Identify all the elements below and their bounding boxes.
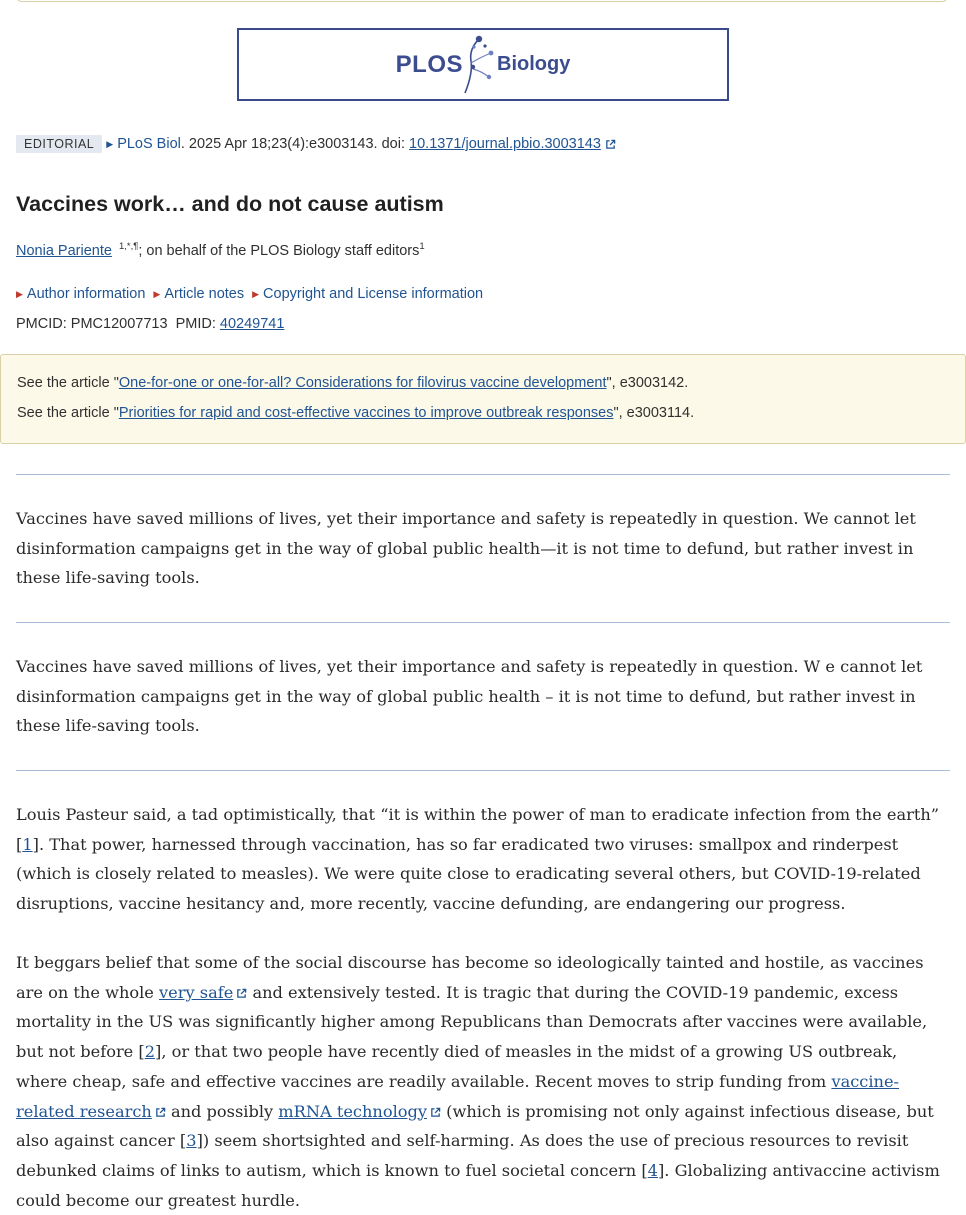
triangle-right-icon: ▶	[106, 138, 114, 149]
author-group: ; on behalf of the PLOS Biology staff editors	[138, 242, 420, 259]
article-notes-toggle[interactable]: ▶ Article notes	[153, 286, 245, 302]
related-article-2: See the article "Priorities for rapid and cost-effective vaccines to improve outbreak responses", e3003114.	[17, 405, 695, 421]
section-divider	[16, 474, 950, 475]
mrna-technology-link[interactable]: mRNA technology	[278, 1101, 428, 1121]
abstract-paragraph-alt: Vaccines have saved millions of lives, yet their importance and safety is repeatedly in question. W e cannot let disinformation campaigns get in the way of global public health – it is not time to defund, but rather invest in these life-saving tools.	[16, 657, 923, 736]
triangle-right-icon: ▶	[153, 288, 161, 299]
triangle-right-icon: ▶	[16, 288, 23, 299]
reference-link-4[interactable]: 4	[647, 1160, 658, 1180]
plos-star-icon	[461, 33, 495, 97]
reference-link-2[interactable]: 2	[144, 1042, 156, 1062]
editorial-badge: EDITORIAL	[16, 135, 102, 153]
reference-link-3[interactable]: 3	[186, 1131, 197, 1151]
journal-link[interactable]: PLoS Biol	[117, 136, 181, 152]
pmid-label: PMID:	[175, 316, 220, 332]
section-divider	[16, 770, 950, 771]
related-articles-notice	[0, 354, 966, 444]
triangle-right-icon: ▶	[252, 288, 260, 299]
journal-banner[interactable]	[237, 28, 729, 101]
reference-link-1[interactable]: 1	[22, 834, 33, 854]
citation-details: . 2025 Apr 18;23(4):e3003143. doi:	[180, 136, 410, 152]
abstract-paragraph: Vaccines have saved millions of lives, yet their importance and safety is repeatedly in question. We cannot let disinformation campaigns get in the way of global public health—it is not time to defund, but rather invest in these life-saving tools.	[16, 509, 916, 588]
doi-link[interactable]: 10.1371/journal.pbio.3003143	[409, 136, 601, 152]
plos-biology-logo: PLOS Biology	[396, 33, 571, 97]
external-link-icon	[155, 1107, 166, 1118]
pmcid: PMCID: PMC12007713	[16, 316, 168, 332]
section-divider	[16, 622, 950, 623]
group-affiliation-sup: 1	[419, 241, 425, 252]
external-link-icon	[430, 1107, 441, 1118]
article-title: Vaccines work… and do not cause autism	[16, 192, 444, 216]
related-article-link-2[interactable]: Priorities for rapid and cost-effective vaccines to improve outbreak responses	[118, 405, 614, 421]
external-link-icon	[236, 988, 247, 999]
article-info-toggles	[16, 286, 491, 302]
top-panel-edge	[16, 0, 948, 2]
body-paragraph-2: It beggars belief that some of the social discourse has become so ideologically tainted and hostile, as vaccines are on the whole very safe and extensively tested. It is tragic that during the COVID-19 pandemic, excess mortality in the US was significantly higher among Republicans than Democrats after vaccines were available, but not before [2], or that two people have recently died of measles in the midst of a growing US outbreak, where cheap, safe and effective vaccines are readily available. Recent moves to strip funding from vaccine-related research and possibly mRNA technology (which is promising not only against infectious disease, but also against cancer [3]) seem shortsighted and self-harming. As does the use of precious resources to revisit debunked claims of links to autism, which is known to fuel societal concern [4]. Globalizing antivaccine activism could become our greatest hurdle.	[16, 953, 940, 1210]
related-article-1: See the article "One-for-one or one-for-all? Considerations for filovirus vaccine development", e3003142.	[17, 375, 689, 391]
external-link-icon	[605, 139, 616, 150]
body-paragraph-1: Louis Pasteur said, a tad optimistically, that “it is within the power of man to eradicate infection from the earth” [1]. That power, harnessed through vaccination, has so far eradicated two viruses: smallpox and rinderpest (which is closely related to measles). We were quite close to eradicating several others, but COVID-19-related disruptions, vaccine hesitancy and, more recently, vaccine defunding, are endangering our progress.	[16, 805, 940, 914]
author-information-toggle[interactable]: ▶ Author information	[16, 286, 146, 302]
author-affiliation-sup: 1,*,¶	[118, 241, 139, 252]
citation-line	[16, 135, 616, 153]
article-ids	[16, 316, 284, 332]
pmid-link[interactable]: 40249741	[219, 316, 285, 332]
vaccine-research-link[interactable]: vaccine-related research	[16, 1071, 900, 1121]
copyright-license-toggle[interactable]: ▶ Copyright and License information	[252, 286, 484, 302]
very-safe-link[interactable]: very safe	[159, 982, 234, 1002]
related-article-link-1[interactable]: One-for-one or one-for-all? Considerations for filovirus vaccine development	[118, 375, 607, 391]
author-line	[16, 241, 425, 259]
author-link[interactable]: Nonia Pariente	[16, 242, 112, 259]
